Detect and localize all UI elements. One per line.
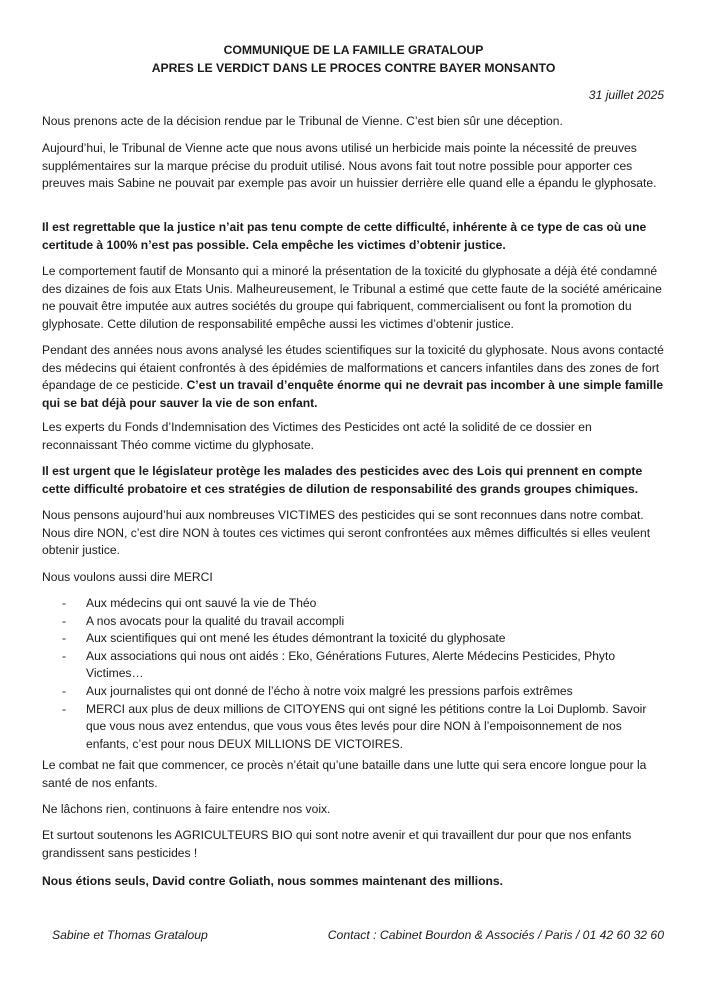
- paragraph-decision: Nous prenons acte de la décision rendue par le Tribunal de Vienne. C’est bien sûr une déception.: [42, 114, 563, 128]
- list-item-text: Aux associations qui nous ont aidés : Eko, Générations Futures, Alerte Médecins Pesticides, Phyto Victimes…: [86, 648, 616, 681]
- list-dash: -: [62, 701, 67, 716]
- list-item-text: Aux médecins qui ont sauvé la vie de Théo: [86, 596, 317, 610]
- contact-info: Contact : Cabinet Bourdon & Associés / Paris / 01 42 60 32 60: [327, 928, 664, 942]
- paragraph-experts: Les experts du Fonds d’Indemnisation des Victimes des Pesticides ont acté la solidité de ce dossier en reconnaissant Théo comme victime du glyphosate.: [42, 420, 592, 452]
- paragraph-organic: Et surtout soutenons les AGRICULTEURS BIO qui sont notre avenir et qui travaillent dur pour que nos enfants grandissent sans pesticides !: [42, 828, 632, 860]
- list-item-text: Aux scientifiques qui ont mené les études démontrant la toxicité du glyphosate: [86, 631, 506, 646]
- thanks-list: [42, 595, 666, 753]
- list-dash: -: [62, 648, 67, 663]
- investigation-emphasis: C’est un travail d’enquête énorme qui ne devrait pas incomber à une simple famille qui se bat déjà pour sauver la vie de son enfant.: [42, 378, 664, 410]
- list-item-text: MERCI aux plus de deux millions de CITOYENS qui ont signé les pétitions contre la Loi Duplomb. Savoir que vous nous avez entendus, que vous vous êtes levés pour dire NON à l’empoisonnement de nos enfants, c’est pour nous DEUX MILLIONS DE VICTOIRES.: [86, 701, 647, 751]
- list-item-text: A nos avocats pour la qualité du travail accompli: [86, 613, 345, 628]
- investigation-text: Pendant des années nous avons analysé les études scientifiques sur la toxicité du glyphosate. Nous avons contacté des médecins qui étaient confrontés à des épidémies de malformations et cancers infantiles dans des zones de fort épandage de ce pesticide.: [42, 343, 664, 393]
- paragraph-investigation: [42, 342, 666, 412]
- list-item: [42, 683, 666, 701]
- list-item: [42, 630, 666, 648]
- list-item: [42, 701, 666, 754]
- list-item: [42, 648, 666, 683]
- paragraph-legislator: Il est urgent que le législateur protège les malades des pesticides avec des Lois qui prennent en compte cette difficulté probatoire et ces stratégies de dilution de responsabilité des grands groupes chimiques.: [42, 464, 643, 496]
- list-dash: -: [62, 631, 67, 646]
- paragraph-thanks-intro: Nous voulons aussi dire MERCI: [42, 570, 213, 584]
- paragraph-regret: Il est regrettable que la justice n’ait pas tenu compte de cette difficulté, inhérente à ce type de cas où une certitude à 100% n’est pas possible. Cela empêche les victimes d’obtenir justice.: [42, 220, 647, 252]
- list-dash: -: [62, 683, 67, 698]
- paragraph-combat: Le combat ne fait que commencer, ce procès n’était qu’une bataille dans une lutte qui sera encore longue pour la santé de nos enfants.: [42, 758, 647, 790]
- release-date: 31 juillet 2025: [588, 88, 664, 102]
- list-item-text: Aux journalistes qui ont donné de l’écho à notre voix malgré les pressions parfois extrêmes: [86, 683, 573, 698]
- paragraph-closing: Nous étions seuls, David contre Goliath, nous sommes maintenant des millions.: [42, 874, 504, 888]
- title-line-2: APRES LE VERDICT DANS LE PROCES CONTRE BAYER MONSANTO: [151, 61, 556, 75]
- list-dash: -: [62, 613, 67, 628]
- paragraph-resist: Ne lâchons rien, continuons à faire entendre nos voix.: [42, 802, 331, 816]
- paragraph-victims: Nous pensons aujourd’hui aux nombreuses VICTIMES des pesticides qui se sont reconnues dans notre combat. Nous dire NON, c’est dire NON à toutes ces victimes qui seront confrontées aux mêmes difficultés si elles veulent obtenir justice.: [42, 508, 651, 558]
- paragraph-tribunal: Aujourd’hui, le Tribunal de Vienne acte que nous avons utilisé un herbicide mais pointe la nécessité de preuves supplémentaires sur la marque précise du produit utilisé. Nous avons fait tout notre possible pour apporter ces preuves mais Sabine ne pouvait par exemple pas avoir un huissier derrière elle quand elle a épandu le glyphosate.: [42, 141, 657, 191]
- list-item: [42, 595, 666, 613]
- list-dash: -: [62, 596, 67, 610]
- title-line-1: COMMUNIQUE DE LA FAMILLE GRATALOUP: [223, 43, 484, 57]
- paragraph-monsanto: Le comportement fautif de Monsanto qui a minoré la présentation de la toxicité du glyphosate a déjà été condamné des dizaines de fois aux Etats Unis. Malheureusement, le Tribunal a estimé que cette faute de la société américaine ne pouvait être imputée aux autres sociétés du groupe qui fabriquent, commercialisent ou font la promotion du glyphosate. Cette dilution de responsabilité empêche aussi les victimes d’obtenir justice.: [42, 264, 662, 331]
- signature: Sabine et Thomas Grataloup: [52, 928, 208, 942]
- list-item: [42, 613, 666, 631]
